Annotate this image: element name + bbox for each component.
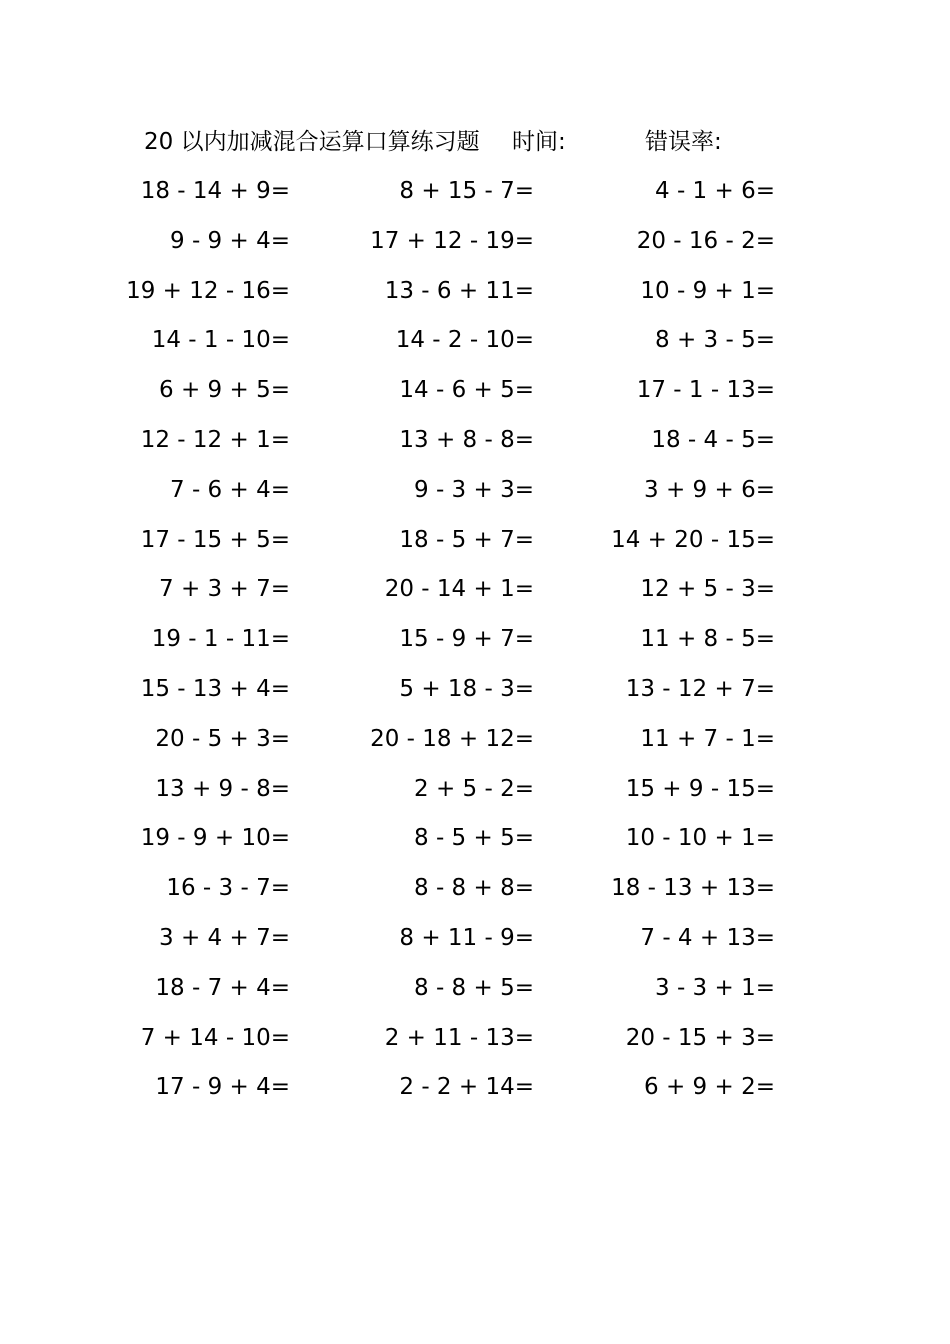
problem-cell: 9 - 3 + 3= — [414, 476, 534, 503]
problem-cell: 15 - 9 + 7= — [399, 626, 534, 653]
problem-row — [0, 669, 950, 709]
problem-cell: 20 - 5 + 3= — [155, 725, 290, 752]
problem-cell: 20 - 18 + 12= — [370, 725, 534, 752]
worksheet-title: 20 以内加减混合运算口算练习题 — [144, 129, 480, 155]
problem-cell: 7 + 3 + 7= — [159, 576, 290, 603]
problem-cell: 17 - 9 + 4= — [155, 1074, 290, 1101]
problem-cell: 17 - 1 - 13= — [636, 377, 775, 404]
problem-cell: 8 + 11 - 9= — [399, 925, 534, 951]
problem-cell: 16 - 3 - 7= — [166, 875, 290, 902]
problem-row — [0, 171, 950, 211]
problem-row — [0, 221, 950, 261]
problem-cell: 9 - 9 + 4= — [170, 227, 290, 254]
worksheet-header — [0, 124, 950, 160]
problem-row — [0, 968, 950, 1008]
problem-cell: 13 + 8 - 8= — [399, 427, 534, 453]
problem-cell: 20 - 16 - 2= — [636, 227, 775, 254]
problem-cell: 18 - 14 + 9= — [140, 178, 290, 204]
problem-row — [0, 619, 950, 659]
problem-cell: 8 + 3 - 5= — [655, 327, 775, 354]
problem-cell: 8 - 5 + 5= — [414, 825, 534, 852]
problem-cell: 20 - 15 + 3= — [625, 1024, 775, 1051]
problem-row — [0, 719, 950, 759]
problem-row — [0, 569, 950, 609]
problem-row — [0, 818, 950, 858]
problem-row — [0, 370, 950, 410]
problem-row — [0, 420, 950, 460]
problem-cell: 6 + 9 + 2= — [644, 1074, 775, 1101]
problem-cell: 11 + 7 - 1= — [640, 725, 775, 752]
problem-cell: 19 + 12 - 16= — [126, 277, 290, 304]
problem-row — [0, 769, 950, 809]
problem-cell: 17 + 12 - 19= — [370, 227, 534, 254]
problem-cell: 12 + 5 - 3= — [640, 576, 775, 603]
problem-cell: 18 - 7 + 4= — [155, 974, 290, 1001]
problem-cell: 11 + 8 - 5= — [640, 626, 775, 653]
problem-cell: 19 - 9 + 10= — [140, 825, 290, 852]
problem-row — [0, 1018, 950, 1058]
problem-row — [0, 470, 950, 510]
problem-cell: 7 - 6 + 4= — [170, 476, 290, 503]
problem-row — [0, 320, 950, 360]
problem-cell: 10 - 9 + 1= — [640, 277, 775, 304]
time-label: 时间: — [512, 129, 566, 155]
problem-row — [0, 868, 950, 908]
problem-row — [0, 520, 950, 560]
problem-cell: 6 + 9 + 5= — [159, 377, 290, 404]
problem-cell: 2 + 11 - 13= — [384, 1024, 534, 1051]
problem-row — [0, 918, 950, 958]
problem-cell: 19 - 1 - 11= — [151, 626, 290, 653]
problem-cell: 18 - 4 - 5= — [651, 427, 775, 453]
problem-cell: 7 - 4 + 13= — [640, 925, 775, 951]
problem-cell: 15 + 9 - 15= — [625, 775, 775, 802]
problem-cell: 18 - 5 + 7= — [399, 526, 534, 553]
problem-cell: 13 - 6 + 11= — [384, 277, 534, 304]
problem-cell: 12 - 12 + 1= — [140, 427, 290, 453]
problem-cell: 14 - 6 + 5= — [399, 377, 534, 404]
problem-cell: 8 - 8 + 5= — [414, 974, 534, 1001]
problem-cell: 20 - 14 + 1= — [384, 576, 534, 603]
problem-cell: 8 + 15 - 7= — [399, 178, 534, 204]
problem-cell: 5 + 18 - 3= — [399, 676, 534, 702]
problem-cell: 10 - 10 + 1= — [625, 825, 775, 852]
problem-cell: 2 + 5 - 2= — [414, 775, 534, 802]
problem-cell: 7 + 14 - 10= — [140, 1024, 290, 1051]
problem-cell: 13 + 9 - 8= — [155, 775, 290, 802]
problem-cell: 13 - 12 + 7= — [625, 676, 775, 702]
problem-cell: 18 - 13 + 13= — [611, 875, 775, 902]
problem-cell: 14 - 1 - 10= — [151, 327, 290, 354]
error-rate-label: 错误率: — [645, 129, 722, 155]
problem-row — [0, 271, 950, 311]
problem-row — [0, 1067, 950, 1107]
problem-cell: 14 - 2 - 10= — [395, 327, 534, 354]
problem-cell: 4 - 1 + 6= — [655, 178, 775, 204]
problem-cell: 15 - 13 + 4= — [140, 676, 290, 702]
problem-cell: 17 - 15 + 5= — [140, 526, 290, 553]
problem-cell: 8 - 8 + 8= — [414, 875, 534, 902]
problem-cell: 3 - 3 + 1= — [655, 974, 775, 1001]
problem-cell: 3 + 9 + 6= — [644, 476, 775, 503]
problem-cell: 14 + 20 - 15= — [611, 526, 775, 553]
problem-cell: 3 + 4 + 7= — [159, 925, 290, 951]
problem-cell: 2 - 2 + 14= — [399, 1074, 534, 1101]
